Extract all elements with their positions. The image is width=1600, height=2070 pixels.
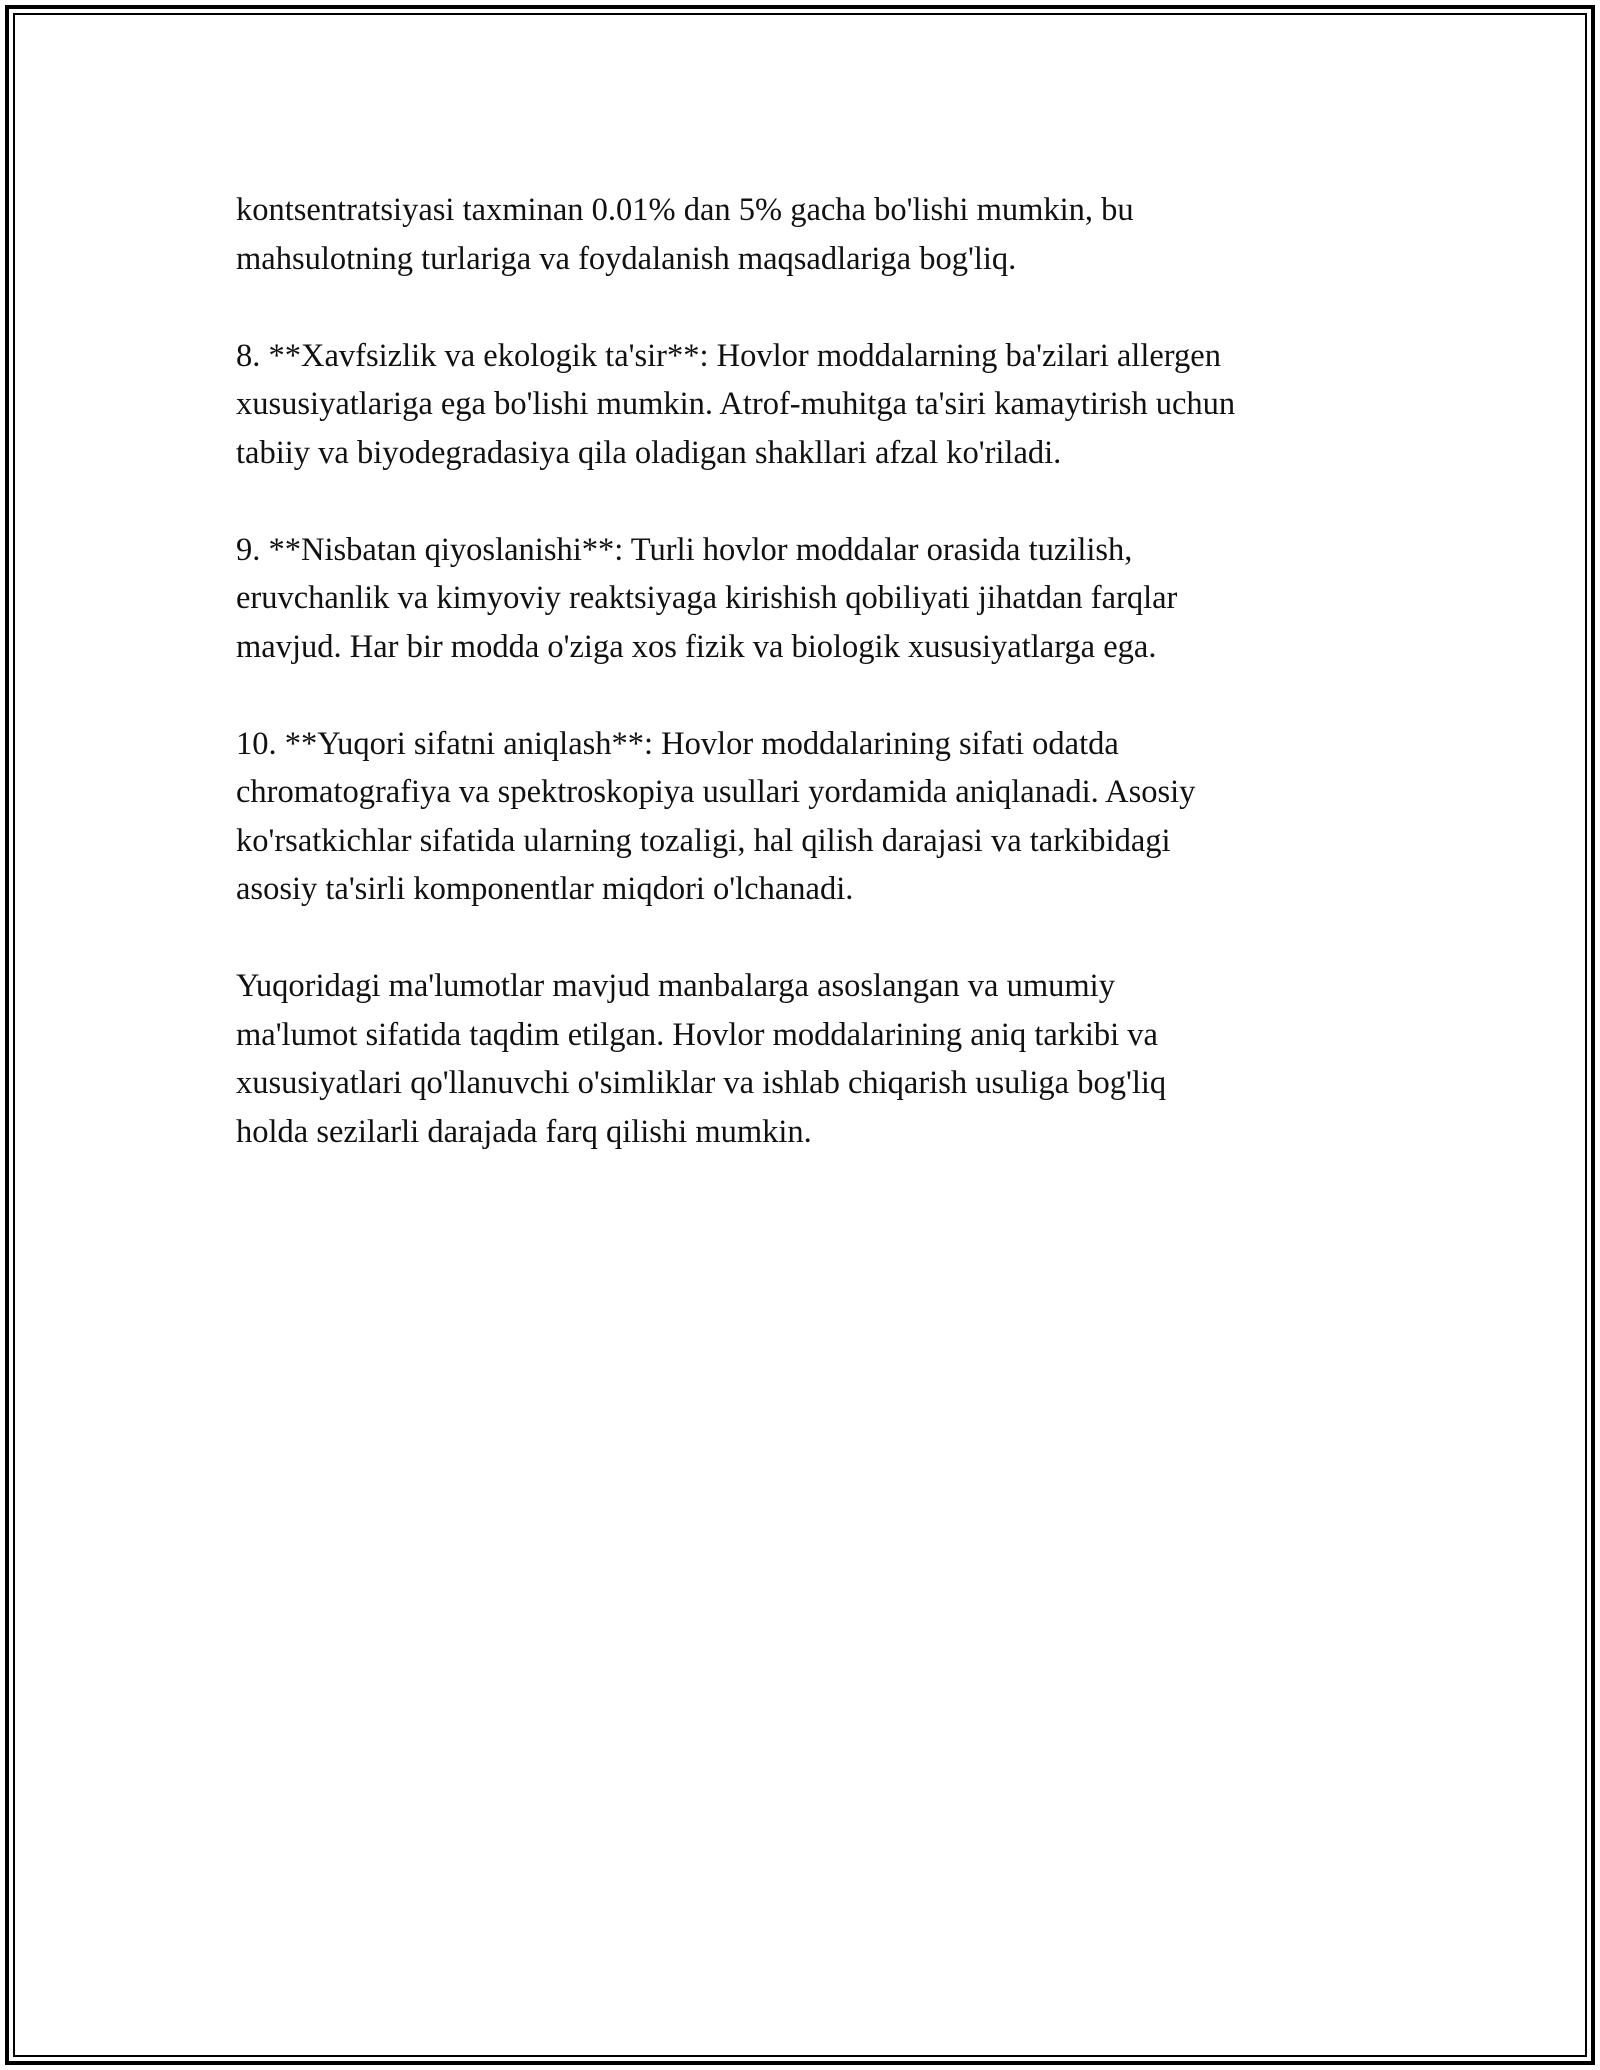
text-line: ma'lumot sifatida taqdim etilgan. Hovlor moddalarining aniq tarkibi va	[236, 1016, 1158, 1053]
text-line: 8. **Xavfsizlik va ekologik ta'sir**: Hovlor moddalarning ba'zilari allergen	[236, 337, 1221, 374]
text-line: holda sezilarli darajada farq qilishi mumkin.	[236, 1113, 812, 1150]
text-line: mahsulotning turlariga va foydalanish maqsadlariga bog'liq.	[236, 240, 1017, 277]
paragraph-item-9-comparison	[236, 526, 1386, 672]
paragraph-concentration	[236, 186, 1386, 283]
text-line: kontsentratsiyasi taxminan 0.01% dan 5% gacha bo'lishi mumkin, bu	[236, 192, 1134, 228]
document-body	[236, 186, 1386, 1205]
text-line: eruvchanlik va kimyoviy reaktsiyaga kirishish qobiliyati jihatdan farqlar	[236, 580, 1178, 616]
text-line: xususiyatlari qo'llanuvchi o'simliklar va ishlab chiqarish usuliga bog'liq	[236, 1065, 1167, 1101]
text-line: 10. **Yuqori sifatni aniqlash**: Hovlor moddalarining sifati odatda	[236, 725, 1119, 762]
text-line: chromatografiya va spektroskopiya usullari yordamida aniqlanadi. Asosiy	[236, 774, 1196, 810]
paragraph-conclusion	[236, 962, 1386, 1156]
paragraph-item-8-safety	[236, 332, 1386, 478]
text-line: tabiiy va biyodegradasiya qila oladigan shakllari afzal ko'riladi.	[236, 434, 1062, 471]
text-line: ko'rsatkichlar sifatida ularning tozaligi, hal qilish darajasi va tarkibidagi	[236, 822, 1171, 859]
text-line: xususiyatlariga ega bo'lishi mumkin. Atrof-muhitga ta'siri kamaytirish uchun	[236, 386, 1236, 422]
text-line: mavjud. Har bir modda o'ziga xos fizik va biologik xususiyatlarga ega.	[236, 628, 1157, 665]
text-line: Yuqoridagi ma'lumotlar mavjud manbalarga asoslangan va umumiy	[236, 968, 1115, 1004]
text-line: asosiy ta'sirli komponentlar miqdori o'lchanadi.	[236, 871, 854, 907]
paragraph-item-10-quality	[236, 720, 1386, 914]
text-line: 9. **Nisbatan qiyoslanishi**: Turli hovlor moddalar orasida tuzilish,	[236, 531, 1133, 568]
